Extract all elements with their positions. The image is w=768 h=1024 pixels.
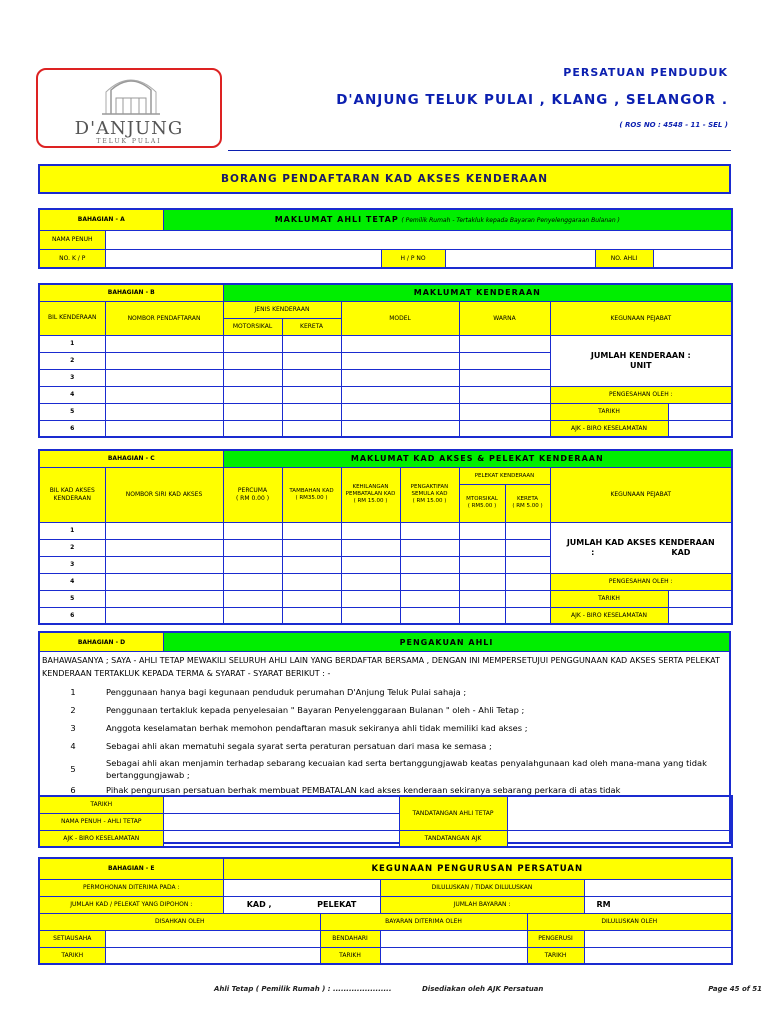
table-cell[interactable] xyxy=(223,590,282,607)
section-b-tag: BAHAGIAN - B xyxy=(39,284,223,301)
table-row-num: 1 xyxy=(39,335,105,352)
tandatangan-ahli-label: TANDATANGAN AHLI TETAP xyxy=(399,796,507,830)
list-item xyxy=(40,719,727,737)
section-a xyxy=(38,208,733,269)
col-tambahan xyxy=(282,467,341,522)
table-cell[interactable] xyxy=(459,556,505,573)
table-cell[interactable] xyxy=(400,522,459,539)
tandatangan-ajk-field[interactable] xyxy=(507,830,732,847)
table-cell[interactable] xyxy=(341,420,459,437)
col-kehilangan-label: KEHILANGAN PEMBATALAN KAD xyxy=(345,484,396,498)
header-divider xyxy=(228,150,731,151)
table-cell[interactable] xyxy=(341,335,459,352)
term-num: 5 xyxy=(70,763,76,774)
table-cell[interactable] xyxy=(341,573,400,590)
section-b xyxy=(38,283,733,438)
col-motor-label: MTORSIKAL xyxy=(466,496,498,503)
col-tambahan-price: ( RM35.00 ) xyxy=(295,494,328,501)
org-name-line2: D'ANJUNG TELUK PULAI , KLANG , SELANGOR . xyxy=(336,92,728,108)
bendahari-label: BENDAHARI xyxy=(320,930,380,947)
table-cell[interactable] xyxy=(223,607,282,624)
table-cell[interactable] xyxy=(223,420,282,437)
table-cell[interactable] xyxy=(505,522,550,539)
pengesahan-label: PENGESAHAN OLEH : xyxy=(550,386,732,403)
table-cell[interactable] xyxy=(459,386,550,403)
table-cell[interactable] xyxy=(459,590,505,607)
table-cell[interactable] xyxy=(105,386,223,403)
table-cell[interactable] xyxy=(223,573,282,590)
table-cell[interactable] xyxy=(505,590,550,607)
table-row-num: 1 xyxy=(39,522,105,539)
list-item xyxy=(40,755,727,783)
table-row-num: 2 xyxy=(39,352,105,369)
table-cell[interactable] xyxy=(459,607,505,624)
table-row-num: 6 xyxy=(39,607,105,624)
col-bil-kenderaan: BIL KENDERAAN xyxy=(39,301,105,335)
table-cell[interactable] xyxy=(341,386,459,403)
section-e-tag: BAHAGIAN - E xyxy=(39,858,223,879)
table-cell[interactable] xyxy=(400,556,459,573)
col-motor-price: ( RM5.00 ) xyxy=(467,503,497,509)
col-tambahan-label: TAMBAHAN KAD xyxy=(289,487,334,494)
hp-no-field[interactable] xyxy=(445,249,595,268)
tarikh-setiausaha-label: TARIKH xyxy=(39,947,105,964)
table-cell[interactable] xyxy=(105,590,223,607)
table-row-num: 3 xyxy=(39,556,105,573)
col-percuma-label: PERCUMA xyxy=(237,487,268,494)
table-cell[interactable] xyxy=(223,522,282,539)
ajk-label: AJK - BIRO KESELAMATAN xyxy=(550,607,668,624)
tarikh-label: TARIKH xyxy=(550,403,668,420)
table-row-num: 5 xyxy=(39,403,105,420)
tarikh-bendahari-field[interactable] xyxy=(380,947,527,964)
section-e-title: KEGUNAAN PENGURUSAN PERSATUAN xyxy=(223,858,732,879)
jumlah-kad-box xyxy=(550,522,732,573)
jumlah-kad-label: JUMLAH KAD AKSES KENDERAAN xyxy=(566,537,715,547)
logo-subtext: TELUK PULAI xyxy=(96,138,162,145)
table-cell[interactable] xyxy=(341,352,459,369)
table-cell[interactable] xyxy=(341,590,400,607)
col-kereta-label: KERETA xyxy=(516,496,539,503)
jumlah-kad-pelekat-label: JUMLAH KAD / PELEKAT YANG DIPOHON : xyxy=(39,896,223,913)
section-d-signatures xyxy=(38,795,733,848)
col-nombor-pendaftaran: NOMBOR PENDAFTARAN xyxy=(105,301,223,335)
pengesahan-label: PENGESAHAN OLEH : xyxy=(550,573,732,590)
table-row-num: 6 xyxy=(39,420,105,437)
term-text: Penggunaan tertakluk kepada penyelesaian " Bayaran Penyelenggaraan Bulanan " oleh - Ahli Tetap ; xyxy=(106,704,525,715)
list-item xyxy=(40,701,727,719)
bendahari-field[interactable] xyxy=(380,930,527,947)
table-cell[interactable] xyxy=(282,386,341,403)
ros-number: ( ROS NO : 4548 - 11 - SEL ) xyxy=(619,121,728,129)
jumlah-kenderaan-unit: UNIT xyxy=(629,360,652,370)
table-cell[interactable] xyxy=(105,403,223,420)
building-arch-icon xyxy=(38,70,224,120)
table-cell[interactable] xyxy=(105,369,223,386)
term-text: Anggota keselamatan berhak memohon pendaftaran masuk sekiranya ahli tidak memiliki kad akses ; xyxy=(106,722,528,733)
jumlah-kad-colon: : xyxy=(591,547,595,557)
col-pelekat: PELEKAT KENDERAAN xyxy=(459,467,550,484)
col-kereta-price: ( RM 5.00 ) xyxy=(512,503,543,509)
term-num: 2 xyxy=(70,704,76,715)
table-row-num: 4 xyxy=(39,386,105,403)
tarikh-field[interactable] xyxy=(668,403,732,420)
table-cell[interactable] xyxy=(223,403,282,420)
table-cell[interactable] xyxy=(400,607,459,624)
col-percuma-price: ( RM 0.00 ) xyxy=(235,494,270,502)
table-cell[interactable] xyxy=(341,403,459,420)
col-motorsikal xyxy=(459,484,505,522)
section-b-title: MAKLUMAT KENDERAAN xyxy=(223,284,732,301)
table-cell[interactable] xyxy=(400,590,459,607)
col-kehilangan-price: ( RM 15.00 ) xyxy=(353,497,388,504)
table-cell[interactable] xyxy=(105,335,223,352)
ajk-label: AJK - BIRO KESELAMATAN xyxy=(550,420,668,437)
table-cell[interactable] xyxy=(282,539,341,556)
table-cell[interactable] xyxy=(105,573,223,590)
col-pengaktifan-price: ( RM 15.00 ) xyxy=(412,497,447,504)
table-cell[interactable] xyxy=(459,522,505,539)
terms-list xyxy=(40,681,729,797)
col-nombor-siri: NOMBOR SIRI KAD AKSES xyxy=(105,467,223,522)
hp-no-label: H / P NO xyxy=(381,249,445,268)
tarikh-setiausaha-field[interactable] xyxy=(105,947,320,964)
table-cell[interactable] xyxy=(282,403,341,420)
table-cell[interactable] xyxy=(105,607,223,624)
section-d-title: PENGAKUAN AHLI xyxy=(164,633,729,651)
col-pengaktifan-label: PENGAKTIFAN SEMULA KAD xyxy=(410,484,449,498)
tarikh-bendahari-label: TARIKH xyxy=(320,947,380,964)
pengerusi-label: PENGERUSI xyxy=(527,930,584,947)
section-a-header xyxy=(163,209,732,230)
table-cell[interactable] xyxy=(341,369,459,386)
section-d-header xyxy=(40,633,729,652)
table-cell[interactable] xyxy=(282,352,341,369)
term-num: 4 xyxy=(70,740,76,751)
table-cell[interactable] xyxy=(341,539,400,556)
table-cell[interactable] xyxy=(223,539,282,556)
section-a-title: MAKLUMAT AHLI TETAP xyxy=(274,215,399,225)
permohonan-label: PERMOHONAN DITERIMA PADA : xyxy=(39,879,223,896)
table-row-num: 4 xyxy=(39,573,105,590)
nama-penuh-ahli-label: NAMA PENUH - AHLI TETAP xyxy=(39,813,163,830)
col-pengaktifan xyxy=(400,467,459,522)
table-row-num: 2 xyxy=(39,539,105,556)
pengerusi-field[interactable] xyxy=(584,930,732,947)
logo-text: D'ANJUNG xyxy=(74,118,184,139)
section-c xyxy=(38,449,733,625)
table-row-num: 3 xyxy=(39,369,105,386)
table-cell[interactable] xyxy=(223,369,282,386)
table-cell[interactable] xyxy=(459,420,550,437)
col-motorsikal: MOTORSIKAL xyxy=(223,318,282,335)
kad-pelekat-field[interactable] xyxy=(223,896,380,913)
table-cell[interactable] xyxy=(282,556,341,573)
section-e xyxy=(38,857,733,965)
table-cell[interactable] xyxy=(459,403,550,420)
section-c-title: MAKLUMAT KAD AKSES & PELEKAT KENDERAAN xyxy=(223,450,732,467)
tarikh-label: TARIKH xyxy=(550,590,668,607)
table-cell[interactable] xyxy=(282,335,341,352)
table-cell[interactable] xyxy=(505,607,550,624)
table-cell[interactable] xyxy=(223,352,282,369)
pelekat-label: PELEKAT xyxy=(317,900,357,909)
table-cell[interactable] xyxy=(341,522,400,539)
col-model: MODEL xyxy=(341,301,459,335)
no-kp-field[interactable] xyxy=(105,249,381,268)
table-cell[interactable] xyxy=(105,522,223,539)
diluluskan-field[interactable] xyxy=(584,879,732,896)
jumlah-bayaran-field[interactable]: RM xyxy=(584,896,732,913)
form-title: BORANG PENDAFTARAN KAD AKSES KENDERAAN xyxy=(38,164,731,194)
jumlah-bayaran-label: JUMLAH BAYARAN : xyxy=(380,896,584,913)
table-cell[interactable] xyxy=(282,607,341,624)
page-number: Page 45 of 51 xyxy=(708,985,762,993)
col-kereta xyxy=(505,484,550,522)
tarikh-pengerusi-field[interactable] xyxy=(584,947,732,964)
table-cell[interactable] xyxy=(282,590,341,607)
col-kegunaan-pejabat: KEGUNAAN PEJABAT xyxy=(550,467,732,522)
tarikh-label: TARIKH xyxy=(39,796,163,813)
tandatangan-ahli-field[interactable] xyxy=(507,796,732,830)
table-cell[interactable] xyxy=(459,539,505,556)
table-cell[interactable] xyxy=(459,352,550,369)
permohonan-field[interactable] xyxy=(223,879,380,896)
term-text: Sebagai ahli akan mematuhi segala syarat serta peraturan persatuan dari masa ke semasa ; xyxy=(106,740,492,751)
table-cell[interactable] xyxy=(223,335,282,352)
diluluskan-label: DILULUSKAN / TIDAK DILULUSKAN xyxy=(380,879,584,896)
table-cell[interactable] xyxy=(223,556,282,573)
tarikh-field[interactable] xyxy=(668,590,732,607)
table-cell[interactable] xyxy=(105,352,223,369)
footer-middle: Disediakan oleh AJK Persatuan xyxy=(422,985,544,993)
table-cell[interactable] xyxy=(282,522,341,539)
col-jenis-kenderaan: JENIS KENDERAAN xyxy=(223,301,341,318)
table-cell[interactable] xyxy=(459,369,550,386)
list-item xyxy=(40,737,727,755)
term-text: Sebagai ahli akan menjamin terhadap sebarang kecuaian kad serta bertanggungjawab keatas penyalahgunaan kad oleh mana-mana yang tidak bertanggungjawab ; xyxy=(106,757,707,780)
section-c-tag: BAHAGIAN - C xyxy=(39,450,223,467)
nama-penuh-field[interactable] xyxy=(105,230,732,249)
jumlah-kad-value-row xyxy=(553,548,730,558)
ajk-label: AJK - BIRO KESELAMATAN xyxy=(39,830,163,847)
term-text: Pihak pengurusan persatuan berhak membuat PEMBATALAN kad akses kenderaan sekiranya sebarang perkara di atas tidak xyxy=(106,784,621,795)
table-row-num: 5 xyxy=(39,590,105,607)
list-item xyxy=(40,683,727,701)
term-num: 3 xyxy=(70,722,76,733)
col-kereta: KERETA xyxy=(282,318,341,335)
table-cell[interactable] xyxy=(282,573,341,590)
no-ahli-field[interactable] xyxy=(653,249,732,268)
logo xyxy=(36,68,222,148)
col-warna: WARNA xyxy=(459,301,550,335)
table-cell[interactable] xyxy=(400,573,459,590)
tandatangan-ajk-label: TANDATANGAN AJK xyxy=(399,830,507,847)
table-cell[interactable] xyxy=(341,556,400,573)
table-cell[interactable] xyxy=(105,539,223,556)
jumlah-kenderaan-box xyxy=(550,335,732,386)
disahkan-oleh-label: DISAHKAN OLEH xyxy=(39,913,320,930)
no-ahli-label: NO. AHLI xyxy=(595,249,653,268)
table-cell[interactable] xyxy=(505,556,550,573)
section-d-tag: BAHAGIAN - D xyxy=(40,633,164,651)
jumlah-kad-unit: KAD xyxy=(671,547,691,557)
org-name-line1: PERSATUAN PENDUDUK xyxy=(563,66,728,79)
ajk-field[interactable] xyxy=(668,420,732,437)
footer-left: Ahli Tetap ( Pemilik Rumah ) : ...................... xyxy=(214,985,392,993)
nama-penuh-label: NAMA PENUH xyxy=(39,230,105,249)
tarikh-pengerusi-label: TARIKH xyxy=(527,947,584,964)
col-kehilangan xyxy=(341,467,400,522)
table-cell[interactable] xyxy=(459,335,550,352)
col-bil-kad-akses: BIL KAD AKSES KENDERAAN xyxy=(39,467,105,522)
bayaran-diterima-label: BAYARAN DITERIMA OLEH xyxy=(320,913,527,930)
section-a-subtitle: ( Pemilik Rumah - Tertakluk kepada Bayaran Penyelenggaraan Bulanan ) xyxy=(401,217,620,225)
table-cell[interactable] xyxy=(105,420,223,437)
table-cell[interactable] xyxy=(223,386,282,403)
no-kp-label: NO. K / P xyxy=(39,249,105,268)
diluluskan-oleh-label: DILULUSKAN OLEH xyxy=(527,913,732,930)
kad-label: KAD , xyxy=(246,900,272,909)
table-cell[interactable] xyxy=(505,539,550,556)
col-kegunaan-pejabat: KEGUNAAN PEJABAT xyxy=(550,301,732,335)
ajk-field[interactable] xyxy=(163,830,399,847)
term-num: 1 xyxy=(70,686,76,697)
section-a-tag: BAHAGIAN - A xyxy=(39,209,163,230)
setiausaha-field[interactable] xyxy=(105,930,320,947)
term-num: 6 xyxy=(70,784,76,795)
declaration-intro: BAHAWASANYA ; SAYA - AHLI TETAP MEWAKILI SELURUH AHLI LAIN YANG BERDAFTAR BERSAMA , DENGAN INI MEMPERSETUJUI PENGGUNAAN KAD AKSES SERTA PELEKAT KENDERAAN TERTAKLUK KEPADA TERMA & SYARAT - SYARAT BERIKUT : - xyxy=(42,656,720,678)
table-cell[interactable] xyxy=(459,573,505,590)
nama-penuh-ahli-field[interactable] xyxy=(163,813,399,830)
table-cell[interactable] xyxy=(105,556,223,573)
table-cell[interactable] xyxy=(282,420,341,437)
ajk-field[interactable] xyxy=(668,607,732,624)
tarikh-field[interactable] xyxy=(163,796,399,813)
term-text: Penggunaan hanya bagi kegunaan penduduk perumahan D'Anjung Teluk Pulai sahaja ; xyxy=(106,686,467,697)
jumlah-kenderaan-label: JUMLAH KENDERAAN : xyxy=(590,350,691,360)
table-cell[interactable] xyxy=(341,607,400,624)
table-cell[interactable] xyxy=(400,539,459,556)
col-percuma xyxy=(223,467,282,522)
table-cell[interactable] xyxy=(282,369,341,386)
setiausaha-label: SETIAUSAHA xyxy=(39,930,105,947)
table-cell[interactable] xyxy=(505,573,550,590)
